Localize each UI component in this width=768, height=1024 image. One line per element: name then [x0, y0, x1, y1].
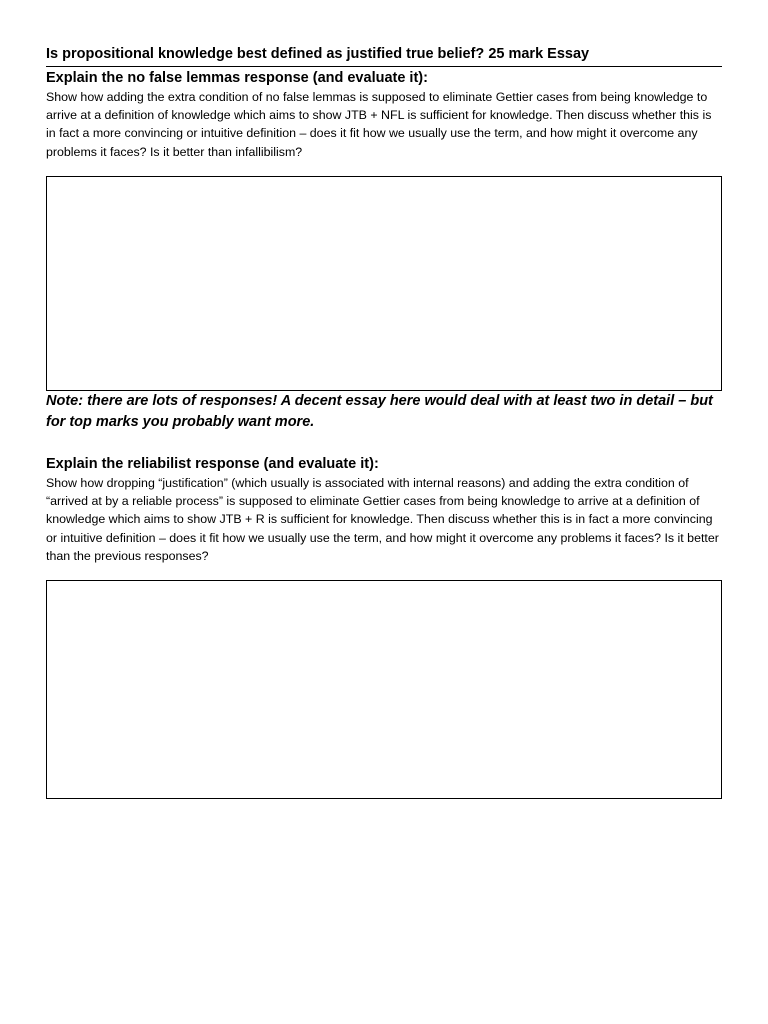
section-heading-no-false-lemmas: Explain the no false lemmas response (and evaluate it): [46, 70, 428, 86]
note-text: Note: there are lots of responses! A decent essay here would deal with at least two in detail – but for top marks you probably want more. [46, 393, 713, 430]
section-heading-reliabilist: Explain the reliabilist response (and evaluate it): [46, 456, 379, 472]
answer-box-no-false-lemmas[interactable] [46, 176, 722, 391]
section-instructions-reliabilist: Show how dropping “justification” (which usually is associated with internal reasons) and adding the extra condition of “arrived at by a reliable process” is supposed to eliminate Gettier cases from being knowledge to arrive at a definition of knowledge which aims to show JTB + R is sufficient for knowledge. Then discuss whether this is in fact a more convincing or intuitive definition – does it fit how we usually use the term, and how might it overcome any problems it faces? Is it better than the previous responses? [46, 476, 719, 563]
answer-box-reliabilist[interactable] [46, 580, 722, 799]
section-instructions-no-false-lemmas: Show how adding the extra condition of no false lemmas is supposed to eliminate Gettier cases from being knowledge to arrive at a definition of knowledge which aims to show JTB + NFL is sufficient for knowledge. Then discuss whether this is in fact a more convincing or intuitive definition – does it fit how we usually use the term, and how might it overcome any problems it faces? Is it better than infallibilism? [46, 90, 712, 159]
page-title: Is propositional knowledge best defined as justified true belief? 25 mark Essay [46, 44, 722, 67]
